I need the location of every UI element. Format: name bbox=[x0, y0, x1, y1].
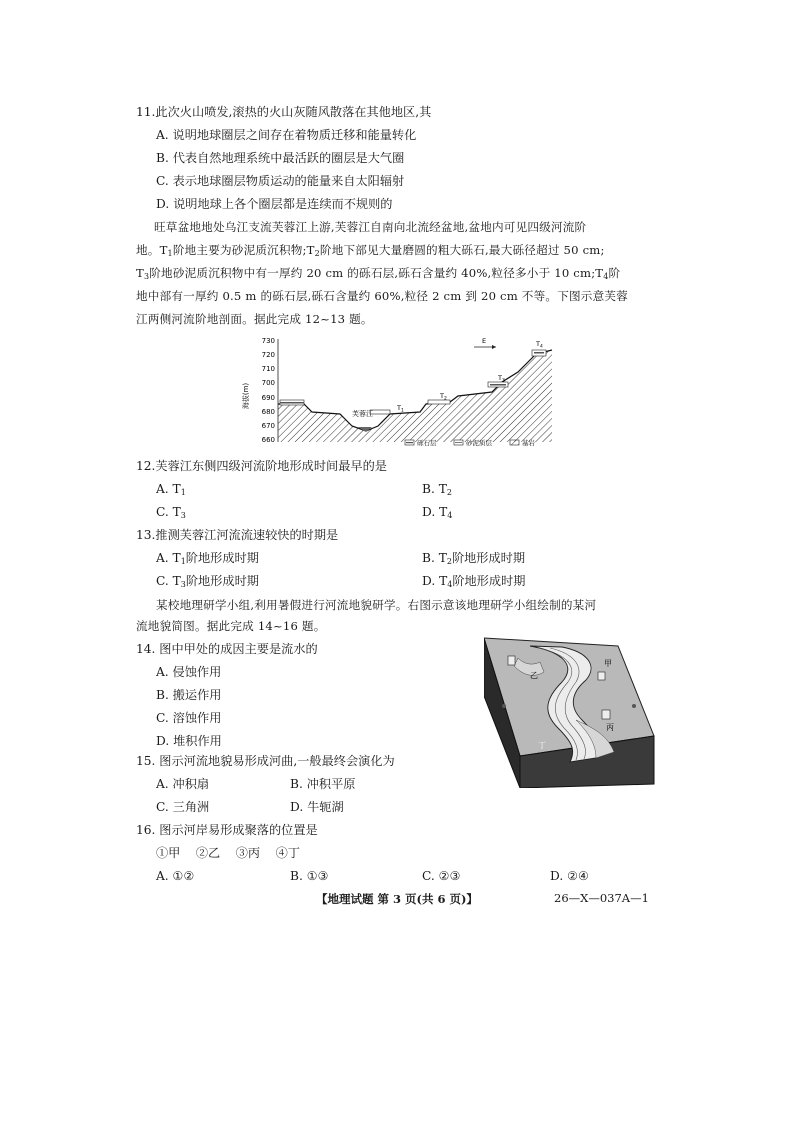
q13-option-a: A. $T_1$阶地形成时期 bbox=[156, 551, 259, 566]
q12-option-d: D. $T_4$ bbox=[422, 505, 453, 520]
t3-label: $T_3$ bbox=[498, 374, 505, 384]
q14-option-b: B. 搬运作用 bbox=[156, 688, 222, 702]
passage2-line2: 流地貌简图。据此完成 14~16 题。 bbox=[136, 619, 326, 633]
q12-option-b: B. $T_2$ bbox=[422, 482, 452, 497]
t4-label: $T_4$ bbox=[536, 340, 543, 350]
label-bing: 丙 bbox=[606, 723, 614, 732]
legend-gravel-label: 砾石层 bbox=[417, 439, 437, 447]
q11-option-c: C. 表示地球圈层物质运动的能量来自太阳辐射 bbox=[156, 174, 405, 188]
east-label: E bbox=[482, 337, 487, 345]
q15-option-b: B. 冲积平原 bbox=[290, 777, 356, 791]
q11-option-b: B. 代表自然地理系统中最活跃的圈层是大气圈 bbox=[156, 151, 405, 165]
q13-option-d: D. $T_4$阶地形成时期 bbox=[422, 574, 526, 589]
q13-option-c: C. $T_3$阶地形成时期 bbox=[156, 574, 259, 589]
bedrock-area bbox=[278, 350, 552, 442]
passage1-line1: 旺草盆地地处乌江支流芙蓉江上游,芙蓉江自南向北流经盆地,盆地内可见四级河流阶 bbox=[154, 220, 587, 234]
q14-stem: 14. 图中甲处的成因主要是流水的 bbox=[136, 642, 318, 656]
tree-icon bbox=[502, 704, 506, 708]
q14-option-d: D. 堆积作用 bbox=[156, 734, 222, 748]
house-icon bbox=[602, 710, 610, 719]
legend-bedrock-label: 基岩 bbox=[522, 439, 535, 447]
ytick-660: 660 bbox=[261, 436, 275, 444]
q14-option-a: A. 侵蚀作用 bbox=[156, 665, 222, 679]
ytick-670: 670 bbox=[261, 422, 275, 430]
passage1-line5: 江两侧河流阶地剖面。据此完成 12~13 题。 bbox=[136, 312, 373, 326]
ytick-710: 710 bbox=[261, 365, 275, 373]
ytick-720: 720 bbox=[261, 351, 275, 359]
q15-stem: 15. 图示河流地貌易形成河曲,一般最终会演化为 bbox=[136, 754, 395, 768]
t1-label: $T_1$ bbox=[397, 404, 404, 414]
q11-stem: 11.此次火山喷发,滚热的火山灰随风散落在其他地区,其 bbox=[136, 105, 432, 119]
river-landform-block-diagram bbox=[484, 636, 658, 788]
q15-option-c: C. 三角洲 bbox=[156, 800, 210, 814]
q11-option-a: A. 说明地球圈层之间存在着物质迁移和能量转化 bbox=[156, 128, 417, 142]
q12-option-a: A. $T_1$ bbox=[156, 482, 186, 497]
label-jia: 甲 bbox=[604, 659, 612, 668]
t2-label: $T_2$ bbox=[440, 392, 447, 402]
page-footer-title: 【地理试题 第 3 页(共 6 页)】 bbox=[316, 892, 478, 906]
q12-option-c: C. $T_3$ bbox=[156, 505, 186, 520]
ytick-690: 690 bbox=[261, 394, 275, 402]
ytick-680: 680 bbox=[261, 408, 275, 416]
passage1-line2: 地。$T_1$阶地主要为砂泥质沉积物$;T_2$阶地下部见大量磨圆的粗大砾石,最大砾径超过 50 cm; bbox=[136, 243, 605, 258]
label-ding: 丁 bbox=[538, 741, 546, 750]
q14-option-c: C. 溶蚀作用 bbox=[156, 711, 222, 725]
legend-bedrock-swatch bbox=[510, 440, 519, 445]
legend-sandmud-label: 砂泥质层 bbox=[466, 439, 492, 447]
ytick-730: 730 bbox=[261, 337, 275, 345]
tree-icon bbox=[632, 704, 636, 708]
passage2-line1: 某校地理研学小组,利用暑假进行河流地貌研学。右图示意该地理研学小组绘制的某河 bbox=[156, 598, 597, 612]
page-footer-code: 26—X—037A—1 bbox=[554, 891, 649, 905]
q13-stem: 13.推测芙蓉江河流流速较快的时期是 bbox=[136, 528, 339, 542]
q16-option-c: C. ②③ bbox=[422, 869, 461, 883]
t1-deposit bbox=[370, 410, 390, 414]
q16-choices: ①甲 ②乙 ③丙 ④丁 bbox=[156, 846, 300, 860]
profile-y-label: 海拔(m) bbox=[242, 382, 250, 410]
passage1-line3: $T_3$阶地砂泥质沉积物中有一厚约 20 cm 的砾石层,砾石含量约 40%,粒径多小于 10 $cm;T_4$阶 bbox=[136, 266, 621, 281]
house-icon bbox=[508, 656, 515, 665]
river-label: 芙蓉江 bbox=[352, 410, 373, 418]
ytick-700: 700 bbox=[261, 379, 275, 387]
q16-option-a: A. ①② bbox=[156, 869, 195, 883]
terrace-profile-diagram bbox=[240, 334, 560, 454]
q16-stem: 16. 图示河岸易形成聚落的位置是 bbox=[136, 823, 318, 837]
q13-option-b: B. $T_2$阶地形成时期 bbox=[422, 551, 526, 566]
q15-option-a: A. 冲积扇 bbox=[156, 777, 210, 791]
house-icon bbox=[598, 672, 605, 680]
label-yi: 乙 bbox=[530, 671, 538, 680]
q16-option-d: D. ②④ bbox=[550, 869, 589, 883]
q12-stem: 12.芙蓉江东侧四级河流阶地形成时间最早的是 bbox=[136, 459, 387, 473]
q16-option-b: B. ①③ bbox=[290, 869, 329, 883]
q11-option-d: D. 说明地球上各个圈层都是连续而不规则的 bbox=[156, 197, 393, 211]
q15-option-d: D. 牛轭湖 bbox=[290, 800, 344, 814]
passage1-line4: 地中部有一厚约 0.5 m 的砾石层,砾石含量约 60%,粒径 2 cm 到 20 cm 不等。下图示意芙蓉 bbox=[136, 289, 628, 303]
